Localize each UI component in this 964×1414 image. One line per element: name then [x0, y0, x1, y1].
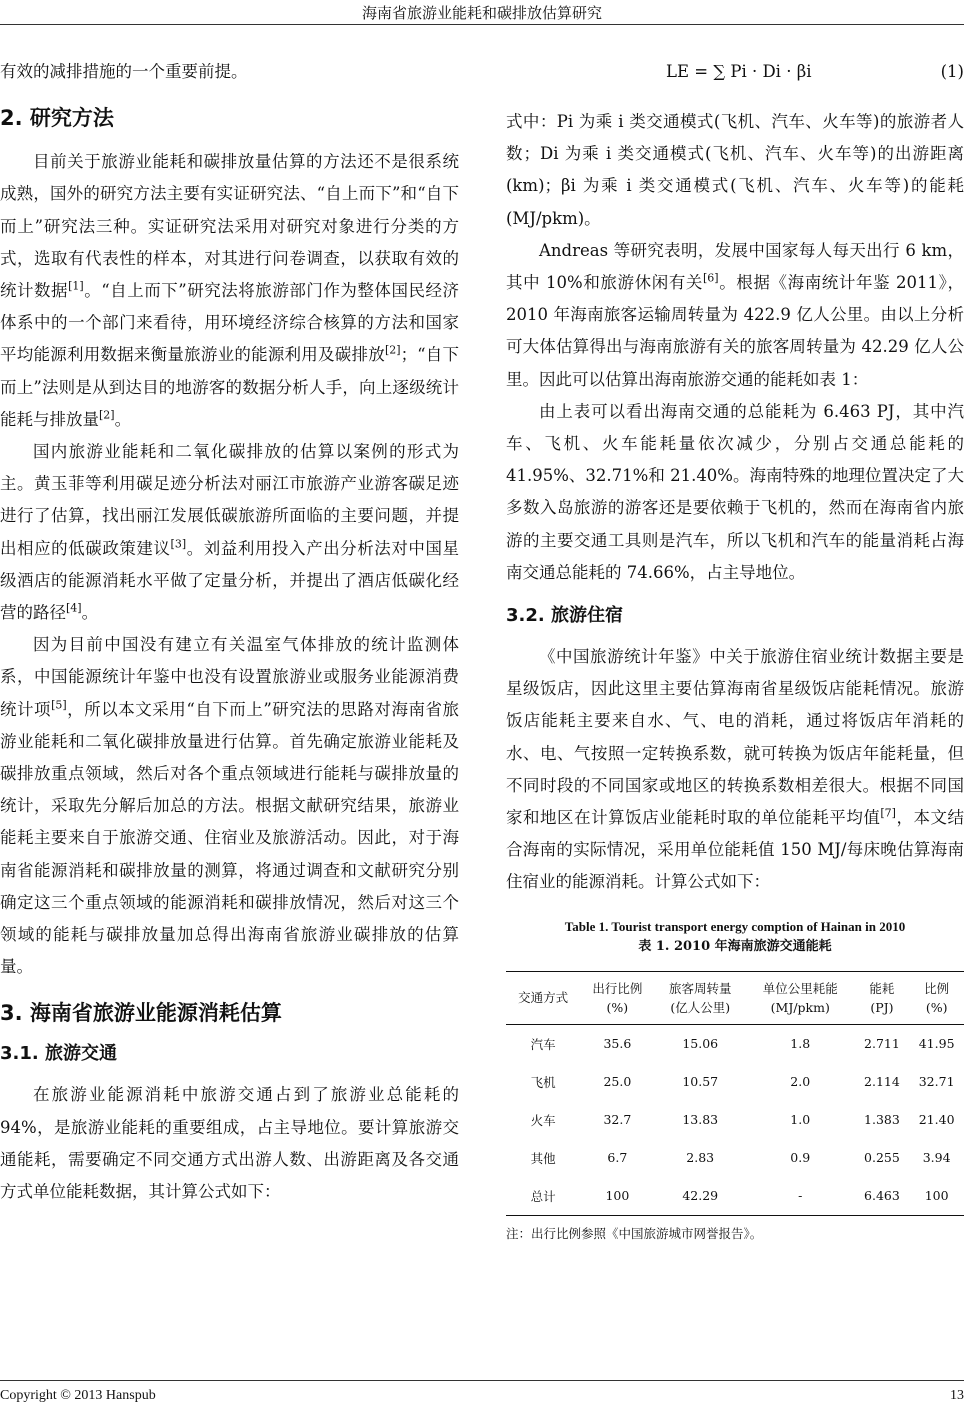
table-header-cell: 单位公里耗能 (MJ/pkm): [762, 980, 838, 1015]
table-note: 注：出行比例参照《中国旅游城市网誉报告》。: [506, 1225, 763, 1241]
table-cell: 35.6: [603, 1036, 632, 1052]
left-column: [0, 56, 459, 1208]
table-cell: 1.8: [790, 1036, 811, 1052]
table-row: [506, 1063, 964, 1101]
table-cell: 3.94: [922, 1150, 951, 1166]
andreas-paragraph: Andreas 等研究表明，发展中国家每人每天出行 6 km，其中 10%和旅游休闲有关[6]。根据《海南统计年鉴 2011》，2010 年海南旅客运输周转量为 422.9 亿人公里。由以上分析可大体估算得出与海南旅游有关的旅客周转量为 42.29 亿人公里。因此可以估算出海南旅游交通的能耗如表 1：: [506, 240, 964, 389]
footer-rule: [0, 1380, 964, 1381]
table-cell: 100: [924, 1188, 949, 1204]
table-row: [506, 1139, 964, 1177]
table-cell: 42.29: [682, 1188, 719, 1204]
table-cell: 32.7: [603, 1112, 632, 1128]
total-energy-paragraph: 由上表可以看出海南交通的总能耗为 6.463 PJ，其中汽车、飞机、火车能耗量依次减少，分别占交通总能耗的 41.95%、32.71%和 21.40%。海南特殊的地理位置决定了大多数入岛旅游的游客还是要依赖于飞机的，然而在海南省内旅游的主要交通工具则是汽车，所以飞机和汽车的能量消耗占海南交通总能耗的 74.66%，占主导地位。: [506, 401, 964, 582]
table-cell: 汽车: [530, 1036, 556, 1052]
methods-paragraph-2: 国内旅游业能耗和二氧化碳排放的估算以案例的形式为主。黄玉菲等利用碳足迹分析法对丽江市旅游产业游客碳足迹进行了估算，找出丽江发展低碳旅游所面临的主要问题，并提出相应的低碳政策建议[3]。刘益利用投入产出分析法对中国星级酒店的能源消耗水平做了定量分析，并提出了酒店低碳化经营的路径[4]。: [0, 442, 460, 623]
table-cell: 15.06: [682, 1036, 719, 1052]
table-header-cell: 旅客周转量 (亿人公里): [668, 980, 732, 1015]
table-cell: 10.57: [682, 1074, 719, 1090]
transport-paragraph: 在旅游业能源消耗中旅游交通占到了旅游业总能耗的94%，是旅游业能耗的重要组成，占主导地位。要计算旅游交通能耗，需要确定不同交通方式出游人数、出游距离及各交通方式单位能耗数据，其计算公式如下：: [0, 1085, 459, 1202]
intro-paragraph: 有效的减排措施的一个重要前提。: [0, 62, 248, 81]
table-cell: 火车: [530, 1112, 556, 1128]
formula-description: 式中：Pi 为乘 i 类交通模式(飞机、汽车、火车等)的旅游者人数；Di 为乘 i 类交通模式(飞机、汽车、火车等)的出游距离(km)；βi 为乘 i 类交通模式(飞机、汽车、火车等)的能耗(MJ/pkm)。: [506, 112, 964, 228]
table-cell: 32.71: [918, 1074, 955, 1090]
table-cell: 其他: [530, 1150, 556, 1166]
table-cell: 0.255: [864, 1150, 900, 1166]
table-row: [506, 1024, 964, 1063]
table-cell: 0.9: [790, 1150, 811, 1166]
lodging-paragraph: 《中国旅游统计年鉴》中关于旅游住宿业统计数据主要是星级饭店，因此这里主要估算海南省星级饭店能耗情况。旅游饭店能耗主要来自水、气、电的消耗，通过将饭店年消耗的水、电、气按照一定转换系数，就可转换为饭店年能耗量，但不同时段的不同国家或地区的转换系数相差很大。根据不同国家和地区在计算饭店业能耗时取的单位能耗平均值[7]，本文结合海南的实际情况，采用单位能耗值 150 MJ/每床晚估算海南住宿业的能源消耗。计算公式如下：: [506, 647, 964, 892]
table-caption-chinese: 表 1. 2010 年海南旅游交通能耗: [638, 938, 832, 954]
table-cell: 总计: [530, 1188, 556, 1204]
table-cell: 2.114: [864, 1074, 900, 1090]
table-header-cell: 出行比例 (%): [592, 980, 643, 1015]
running-header: 海南省旅游业能耗和碳排放估算研究: [361, 4, 602, 22]
section-heading-methods: 2. 研究方法: [0, 106, 114, 131]
methods-paragraph-3: 因为目前中国没有建立有关温室气体排放的统计监测体系，中国能源统计年鉴中也没有设置旅游业或服务业能源消费统计项[5]，所以本文采用“自下而上”研究法的思路对海南省旅游业能耗和二氧化碳排放量进行估算。首先确定旅游业能耗及碳排放重点领域，然后对各个重点领域进行能耗与碳排放量的统计，采取先分解后加总的方法。根据文献研究结果，旅游业能耗主要来自于旅游交通、住宿业及旅游活动。因此，对于海南省能源消耗和碳排放量的测算，将通过调查和文献研究分别确定这三个重点领域的能源消耗和碳排放情况，然后对这三个领域的能耗与碳排放量加总得出海南省旅游业碳排放的估算量。: [0, 635, 459, 977]
section-heading-energy: 3. 海南省旅游业能源消耗估算: [0, 1001, 282, 1026]
table-header-row: [506, 971, 964, 1024]
page-number: 13: [950, 1388, 964, 1403]
methods-paragraph-1: 目前关于旅游业能耗和碳排放量估算的方法还不是很系统成熟，国外的研究方法主要有实证研究法、“自上而下”和“自下而上”研究法三种。实证研究法采用对研究对象进行分类的方式，选取有代表性的样本，对其进行问卷调查，以获取有效的统计数据[1]。“自上而下”研究法将旅游部门作为整体国民经济体系中的一个部门来看待，用环境经济综合核算的方法和国家平均能源利用数据来衡量旅游业的能源利用及碳排放[2]；“自下而上”法则是从到达目的地游客的数据分析人手，向上逐级统计能耗与排放量[2]。: [0, 152, 460, 429]
table-cell: 13.83: [682, 1112, 719, 1128]
table-cell: 21.40: [918, 1112, 955, 1128]
subsection-heading-lodging: 3.2. 旅游住宿: [506, 605, 623, 627]
table-caption-english: Table 1. Tourist transport energy comption of Hainan in 2010: [564, 918, 906, 934]
table-cell: 2.0: [790, 1074, 811, 1090]
table-cell: 100: [605, 1188, 630, 1204]
table-header-cell: 交通方式: [518, 990, 569, 1006]
table-cell: 飞机: [530, 1074, 556, 1090]
table-row: [506, 1177, 964, 1216]
header-rule: [0, 24, 964, 25]
transport-energy-table: [506, 971, 964, 1216]
equation-number: (1): [940, 62, 964, 81]
equation-expression: LE = ∑ Pi · Di · βi: [666, 62, 812, 81]
table-cell: 2.83: [686, 1150, 715, 1166]
table-header-cell: 比例 (%): [924, 980, 950, 1015]
table-cell: 1.0: [790, 1112, 811, 1128]
table-cell: 6.7: [607, 1150, 628, 1166]
footer-copyright: Copyright © 2013 Hanspub: [0, 1388, 156, 1403]
table-body: [506, 1024, 964, 1215]
subsection-heading-transport: 3.1. 旅游交通: [0, 1043, 117, 1065]
table-cell: -: [798, 1188, 803, 1204]
table-cell: 25.0: [603, 1074, 632, 1090]
table-cell: 2.711: [864, 1036, 900, 1052]
table-header-cell: 能耗 (PJ): [869, 980, 895, 1015]
table-cell: 1.383: [864, 1112, 900, 1128]
table-row: [506, 1101, 964, 1139]
equation-1: [506, 56, 964, 88]
table-cell: 41.95: [918, 1036, 955, 1052]
table-cell: 6.463: [864, 1188, 900, 1204]
right-column: [506, 56, 964, 1244]
